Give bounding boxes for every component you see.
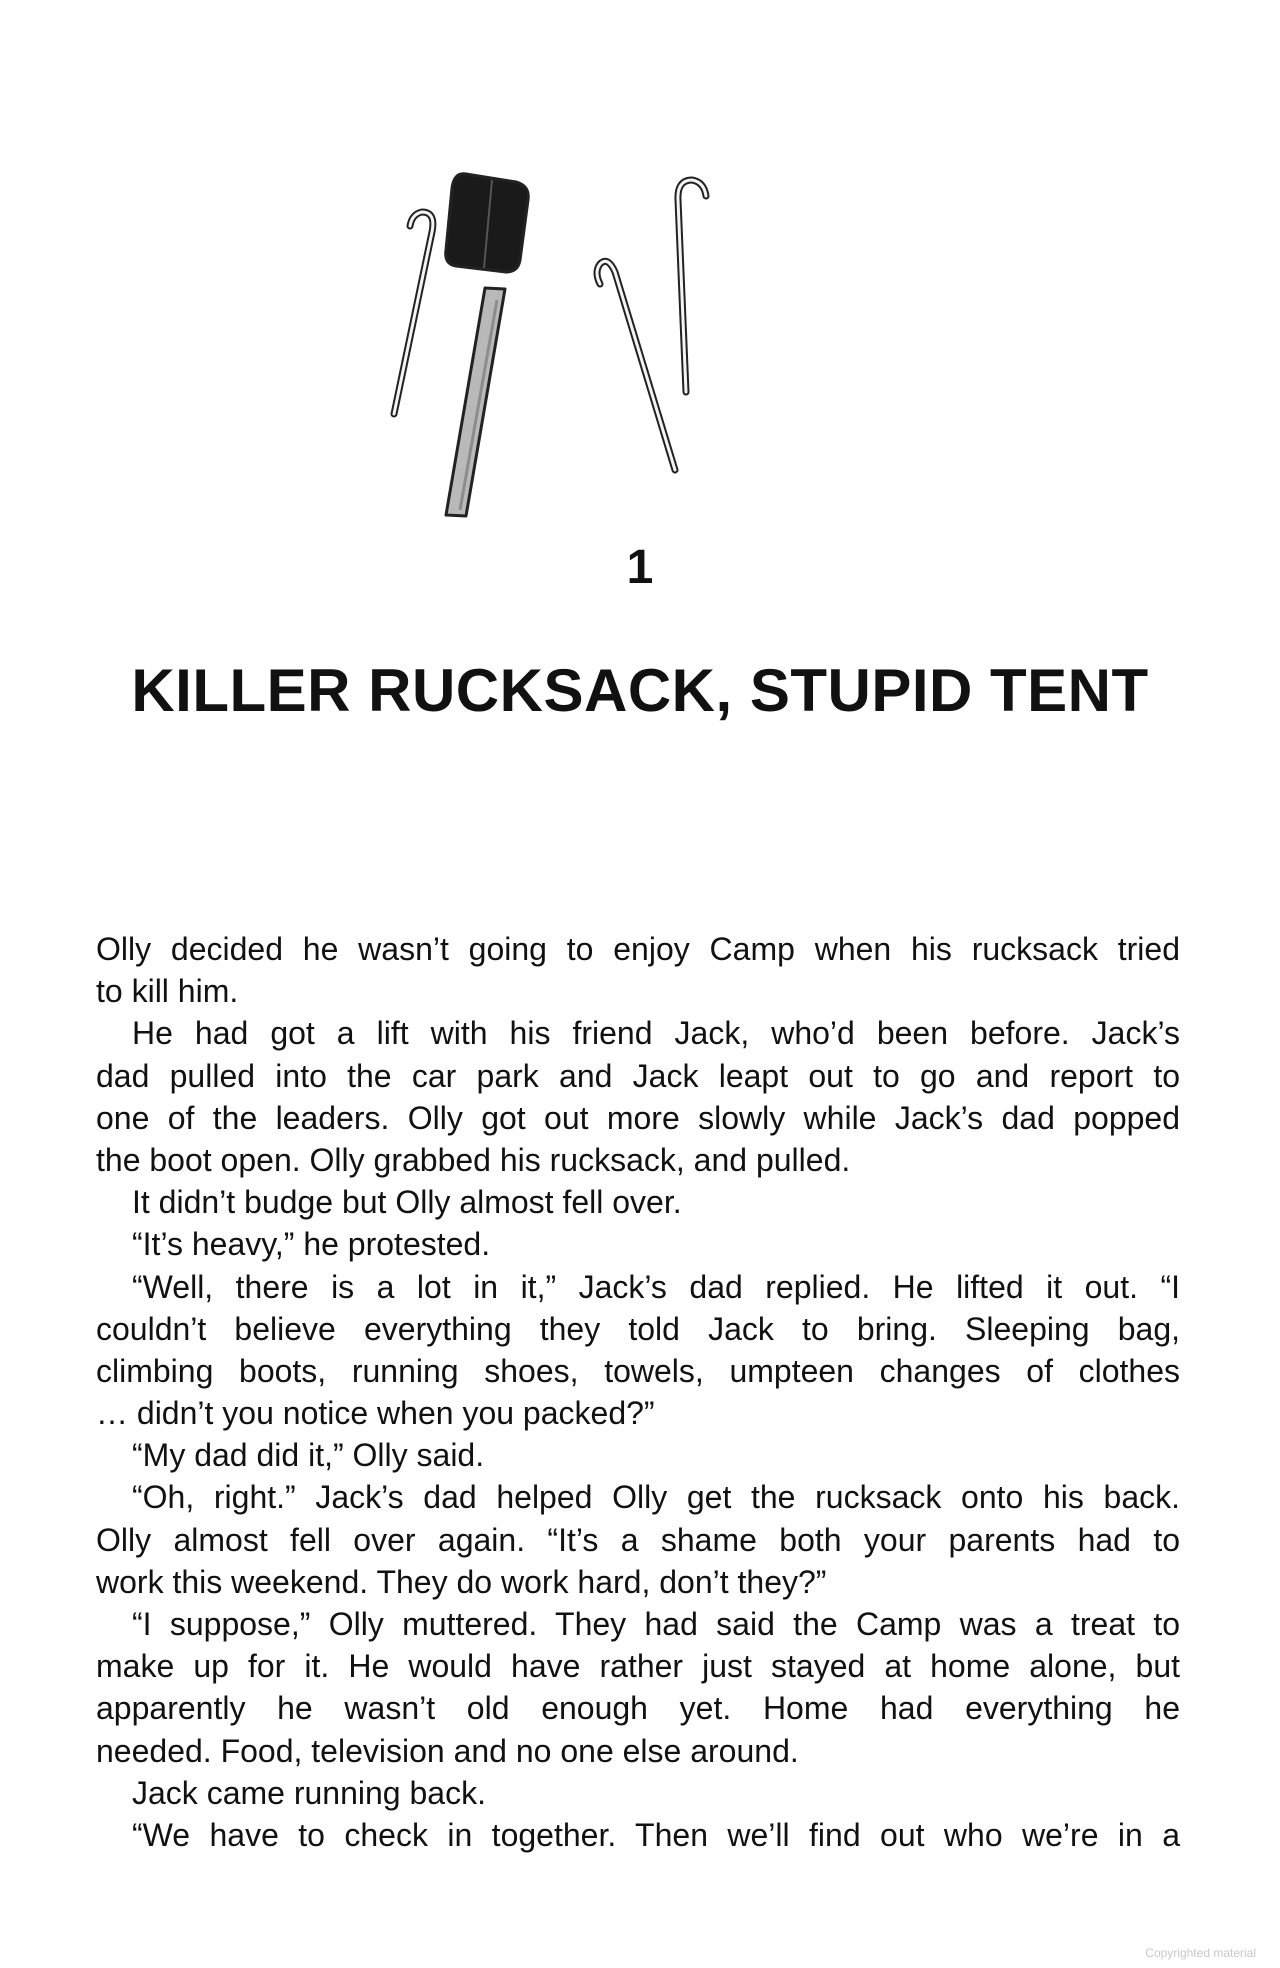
text-line: needed. Food, television and no one else around. xyxy=(96,1732,799,1769)
text-line: climbing boots, running shoes, towels, umpteen changes of clothes xyxy=(96,1352,1180,1389)
mallet-and-tent-pegs-illustration xyxy=(370,160,910,540)
text-line: work this weekend. They do work hard, don’t they?” xyxy=(96,1563,827,1600)
text-line: to kill him. xyxy=(96,973,239,1010)
text-line: “Oh, right.” Jack’s dad helped Olly get the rucksack onto his back. xyxy=(132,1479,1180,1516)
text-line: “It’s heavy,” he protested. xyxy=(132,1226,491,1263)
text-line: one of the leaders. Olly got out more slowly while Jack’s dad popped xyxy=(96,1099,1180,1136)
text-line: Jack came running back. xyxy=(132,1774,486,1811)
text-line: dad pulled into the car park and Jack leapt out to go and report to xyxy=(96,1057,1180,1094)
text-line: “My dad did it,” Olly said. xyxy=(132,1437,485,1474)
text-line: couldn’t believe everything they told Jack to bring. Sleeping bag, xyxy=(96,1310,1180,1347)
text-line: Olly almost fell over again. “It’s a shame both your parents had to xyxy=(96,1521,1180,1558)
chapter-number: 1 xyxy=(626,541,654,594)
tent-peg-middle-icon xyxy=(597,261,675,470)
chapter-title: KILLER RUCKSACK, STUPID TENT xyxy=(131,657,1149,724)
text-line: the boot open. Olly grabbed his rucksack, and pulled. xyxy=(96,1141,851,1178)
tent-peg-left-icon xyxy=(394,212,433,414)
text-line: It didn’t budge but Olly almost fell over. xyxy=(132,1184,682,1221)
chapter-body-text xyxy=(96,928,1180,1856)
text-line: “I suppose,” Olly muttered. They had said the Camp was a treat to xyxy=(132,1606,1180,1642)
copyright-watermark: Copyrighted material xyxy=(1145,1946,1256,1960)
text-line: “We have to check in together. Then we’ll find out who we’re in a xyxy=(132,1816,1180,1853)
text-line: apparently he wasn’t old enough yet. Home had everything he xyxy=(96,1690,1180,1727)
text-line: “Well, there is a lot in it,” Jack’s dad replied. He lifted it out. “I xyxy=(132,1268,1180,1305)
text-line: make up for it. He would have rather just stayed at home alone, but xyxy=(96,1648,1180,1685)
mallet-icon xyxy=(446,174,529,516)
text-line: Olly decided he wasn’t going to enjoy Camp when his rucksack tried xyxy=(96,931,1180,967)
text-line: He had got a lift with his friend Jack, who’d been before. Jack’s xyxy=(132,1015,1180,1052)
tent-peg-right-icon xyxy=(678,180,706,392)
text-line: … didn’t you notice when you packed?” xyxy=(96,1395,655,1432)
